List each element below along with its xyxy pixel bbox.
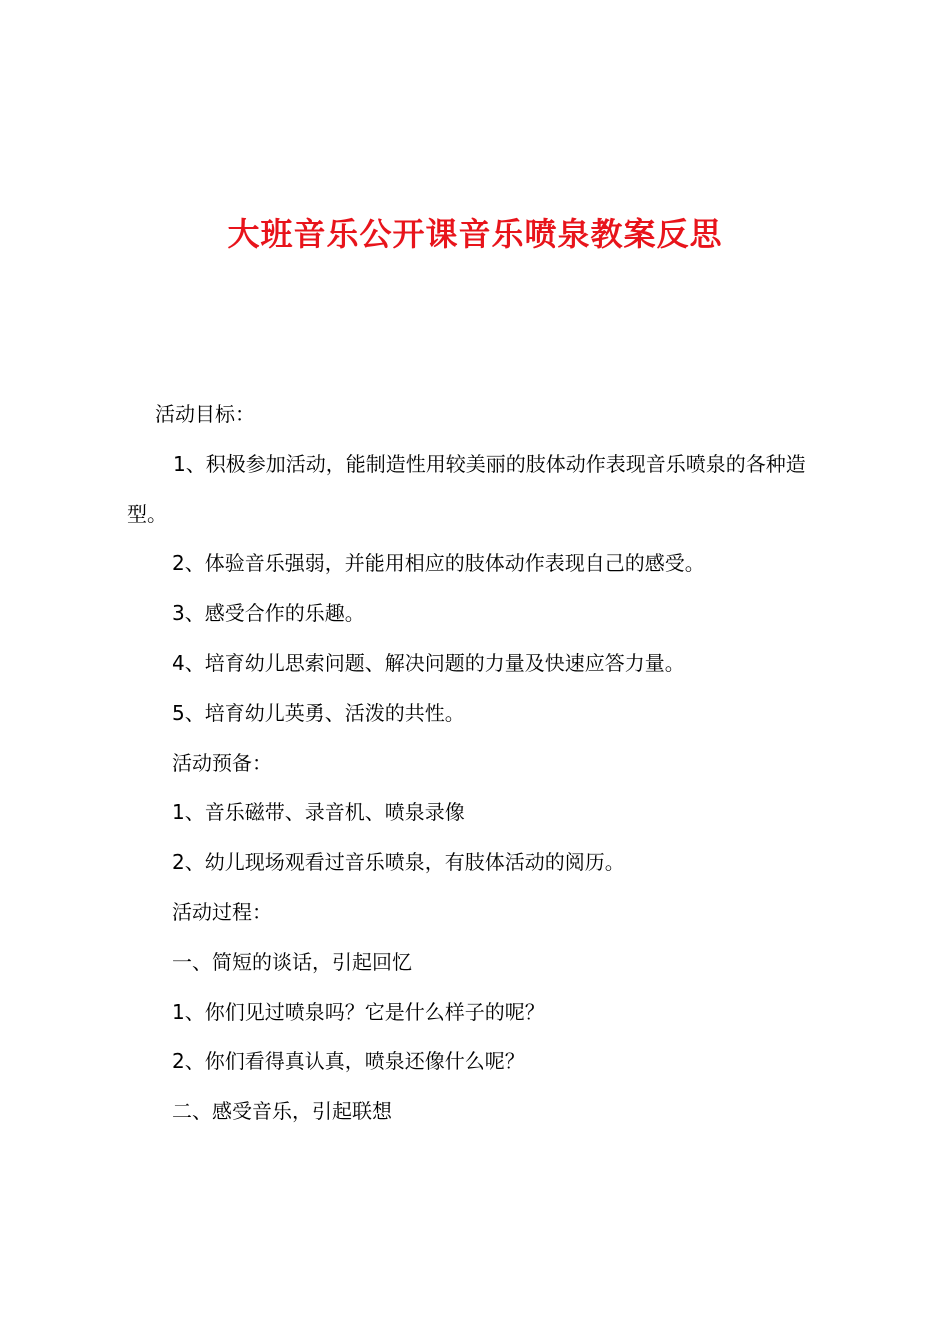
process-item: 1、你们见过喷泉吗？它是什么样子的呢？	[172, 999, 545, 1024]
goal-item: 1、积极参加活动，能制造性用较美丽的肢体动作表现音乐喷泉的各种造型。	[127, 451, 806, 526]
page-title: 大班音乐公开课音乐喷泉教案反思	[227, 215, 723, 253]
goal-item: 4、培育幼儿思索问题、解决问题的力量及快速应答力量。	[172, 650, 685, 675]
preparation-item: 2、幼儿现场观看过音乐喷泉，有肢体活动的阅历。	[172, 850, 625, 875]
goal-item: 2、体验音乐强弱，并能用相应的肢体动作表现自己的感受。	[172, 551, 705, 576]
section-heading-preparation: 活动预备：	[172, 750, 272, 775]
goal-item: 5、培育幼儿英勇、活泼的共性。	[172, 700, 465, 725]
preparation-item: 1、音乐磁带、录音机、喷泉录像	[172, 800, 465, 825]
process-step-heading: 二、感受音乐，引起联想	[172, 1099, 392, 1124]
section-heading-goals: 活动目标：	[155, 402, 255, 426]
goal-item: 3、感受合作的乐趣。	[172, 601, 365, 626]
process-step-heading: 一、简短的谈话，引起回忆	[172, 949, 412, 974]
section-heading-process: 活动过程：	[172, 899, 272, 924]
process-item: 2、你们看得真认真，喷泉还像什么呢？	[172, 1049, 525, 1074]
document-body	[127, 390, 837, 1137]
